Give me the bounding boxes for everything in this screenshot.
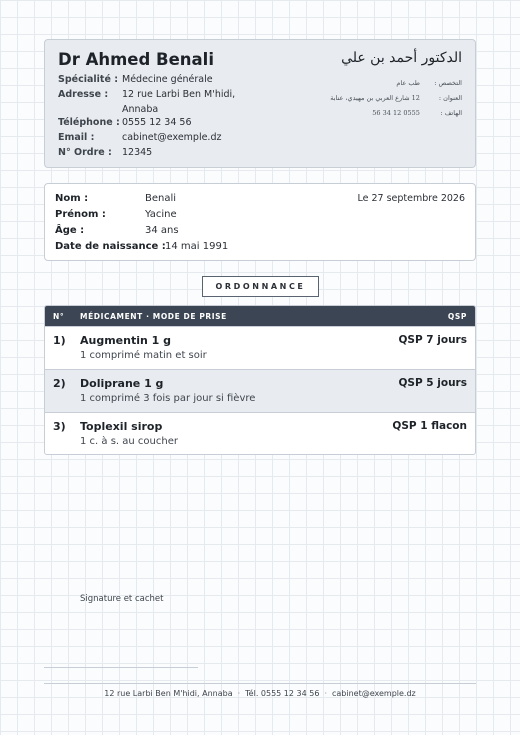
med-qsp: QSP 1 flacon <box>392 420 467 432</box>
phone-value: 0555 12 34 56 <box>122 117 192 128</box>
ar-address-row <box>330 94 462 102</box>
prescription-date: Le 27 septembre 2026 <box>357 193 465 204</box>
specialty-label: Spécialité : <box>58 74 118 85</box>
footer-phone: Tél. 0555 12 34 56 <box>245 689 320 698</box>
address-value: 12 rue Larbi Ben M'hidi, Annaba <box>122 89 236 115</box>
medication-row <box>45 326 475 369</box>
med-number: 1) <box>53 334 66 347</box>
order-value: 12345 <box>122 147 153 158</box>
footer-address: 12 rue Larbi Ben M'hidi, Annaba <box>104 689 233 698</box>
med-dose: 1 comprimé matin et soir <box>80 350 207 361</box>
ar-phone-label: الهاتف : <box>440 109 462 117</box>
med-name: Doliprane 1 g <box>80 377 164 390</box>
ar-address-label: العنوان : <box>438 94 462 102</box>
ar-phone-row <box>372 109 462 117</box>
specialty-value: Médecine générale <box>122 74 213 85</box>
med-name: Augmentin 1 g <box>80 334 172 347</box>
birth-value: 14 mai 1991 <box>165 241 229 252</box>
email-label: Email : <box>58 132 95 143</box>
med-qsp: QSP 7 jours <box>398 334 467 346</box>
header-qsp: QSP <box>447 312 467 321</box>
signature-label: Signature et cachet <box>80 594 164 604</box>
medication-row <box>45 412 475 455</box>
ar-specialty-value: طب عام <box>396 79 420 87</box>
age-value: 34 ans <box>145 225 179 236</box>
header-num: N° <box>53 312 65 321</box>
age-label: Âge : <box>55 225 85 236</box>
order-label: N° Ordre : <box>58 147 112 158</box>
footer-email: cabinet@exemple.dz <box>331 689 416 698</box>
footer-separator: · <box>237 689 241 698</box>
last-name-value: Benali <box>145 193 177 204</box>
footer <box>44 689 476 698</box>
doctor-name-arabic: الدكتور أحمد بن علي <box>341 50 462 66</box>
med-qsp: QSP 5 jours <box>398 377 467 389</box>
medication-row <box>45 369 475 412</box>
first-name-label: Prénom : <box>55 209 106 220</box>
patient-info-card <box>44 183 476 261</box>
prescription-title: ORDONNANCE <box>202 276 319 297</box>
last-name-label: Nom : <box>55 193 89 204</box>
med-name: Toplexil sirop <box>80 420 163 433</box>
ar-specialty-row <box>396 79 462 87</box>
footer-divider <box>44 683 476 684</box>
phone-label: Téléphone : <box>58 117 120 128</box>
med-number: 3) <box>53 420 66 433</box>
first-name-value: Yacine <box>145 209 177 220</box>
doctor-name: Dr Ahmed Benali <box>58 50 214 69</box>
doctor-header-card <box>44 39 476 168</box>
medication-table-header <box>45 306 475 326</box>
ar-phone-value: 0555 12 34 56 <box>372 109 420 117</box>
medication-table <box>44 305 476 455</box>
header-medication: MÉDICAMENT · MODE DE PRISE <box>80 312 227 321</box>
birth-label: Date de naissance : <box>55 241 166 252</box>
med-number: 2) <box>53 377 66 390</box>
med-dose: 1 comprimé 3 fois par jour si fièvre <box>80 393 256 404</box>
address-label: Adresse : <box>58 89 109 100</box>
ar-address-value: 12 شارع العربي بن مهيدي، عنابة <box>330 94 420 102</box>
email-value: cabinet@exemple.dz <box>122 132 222 143</box>
footer-separator: · <box>324 689 327 698</box>
signature-line <box>44 667 198 668</box>
med-dose: 1 c. à s. au coucher <box>80 436 178 447</box>
ar-specialty-label: التخصص : <box>434 79 462 87</box>
